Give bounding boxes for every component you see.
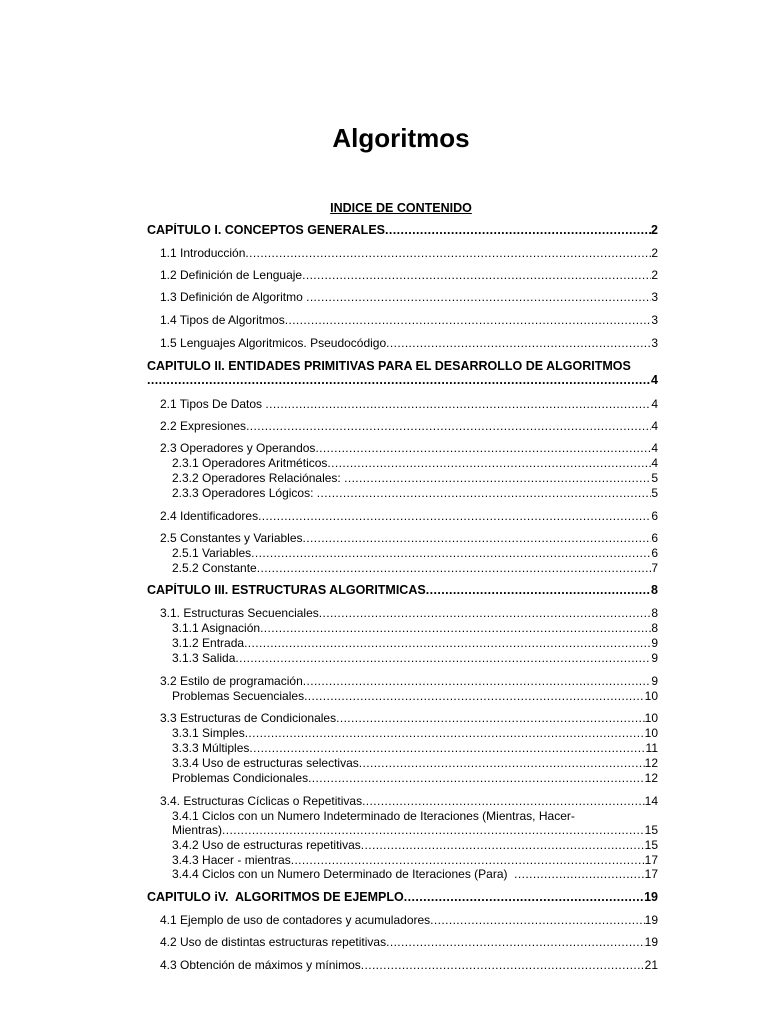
toc-entry-page: 7 (651, 561, 658, 575)
toc-entry-page: 19 (644, 913, 658, 927)
toc-leader (385, 223, 651, 238)
toc-entry-3-4-3[interactable] (172, 853, 658, 868)
toc-entry-2-5[interactable] (160, 531, 658, 546)
toc-entry-page: 3 (651, 336, 658, 350)
toc-entry-text: 4.2 Uso de distintas estructuras repetitivas (160, 935, 387, 949)
toc-entry-page: 17 (644, 867, 658, 881)
toc-entry-text: Problemas Secuenciales (172, 689, 305, 703)
toc-entry-text: 4.1 Ejemplo de uso de contadores y acumuladores (160, 913, 431, 927)
toc-leader (386, 935, 645, 950)
toc-entry-1-4[interactable] (160, 313, 658, 328)
toc-leader (245, 726, 645, 741)
toc-entry-3-1-1[interactable] (172, 621, 658, 636)
toc-entry-3-1-2[interactable] (172, 636, 658, 651)
toc-entry-text: 3.4. Estructuras Cíclicas o Repetitivas (160, 794, 363, 808)
toc-leader (327, 456, 651, 471)
toc-entry-page: 21 (644, 958, 658, 972)
toc-entry-text: 3.1.3 Salida (172, 651, 236, 665)
toc-entry-text: Problemas Condicionales (172, 771, 309, 785)
toc-entry-text: 2.3.3 Operadores Lógicos: (172, 486, 317, 500)
toc-leader (285, 313, 652, 328)
toc-leader (222, 823, 645, 838)
toc-entry-page: 4 (651, 456, 658, 470)
toc-leader (359, 756, 645, 771)
toc-leader (306, 290, 651, 305)
toc-leader (344, 471, 651, 486)
toc-entry-page: 3 (651, 290, 658, 304)
toc-entry-page: 4 (651, 373, 658, 387)
toc-leader (514, 867, 644, 882)
toc-entry-text: 3.4.3 Hacer - mientras (172, 853, 291, 867)
toc-entry-2-3-3[interactable] (172, 486, 658, 501)
toc-leader (246, 419, 651, 434)
toc-entry-page: 4 (651, 397, 658, 411)
toc-entry-text: 3.4.4 Ciclos con un Numero Determinado de Iteraciones (Para) (172, 867, 515, 881)
document-title: Algoritmos (332, 123, 470, 153)
toc-entry-page: 10 (644, 711, 658, 725)
toc-leader (235, 651, 651, 666)
toc-entry-2-5-2[interactable] (172, 561, 658, 576)
toc-entry-text: 3.1.1 Asignación (172, 621, 261, 635)
toc-chapter-2-title[interactable]: CAPITULO II. ENTIDADES PRIMITIVAS PARA EL DESARROLLO DE ALGORITMOS (147, 359, 631, 373)
toc-leader (404, 890, 644, 905)
toc-leader (362, 794, 645, 809)
toc-entry-3-3-3[interactable] (172, 741, 658, 756)
toc-entry-3-4-1-line1[interactable]: 3.4.1 Ciclos con un Numero Indeterminado de Iteraciones (Mientras, Hacer- (172, 809, 575, 823)
toc-entry-text: 3.2 Estilo de programación (160, 674, 303, 688)
toc-leader (317, 486, 652, 501)
toc-entry-4-2[interactable] (160, 935, 658, 950)
toc-entry-text: Mientras) (172, 823, 223, 837)
toc-entry-text: CAPÍTULO III. ESTRUCTURAS ALGORITMICAS (147, 583, 426, 597)
toc-leader (249, 741, 645, 756)
toc-entry-text: 3.3.1 Simples (172, 726, 245, 740)
toc-entry-page: 2 (651, 268, 658, 282)
toc-entry-page: 5 (651, 486, 658, 500)
toc-chapter-2-leader-line[interactable] (147, 373, 658, 388)
toc-entry-text: 3.3.4 Uso de estructuras selectivas (172, 756, 359, 770)
toc-entry-text: 2.5.2 Constante (172, 561, 257, 575)
toc-entry-page: 2 (651, 246, 658, 260)
toc-entry-text: 2.3.1 Operadores Aritméticos (172, 456, 328, 470)
toc-entry-text: 1.1 Introducción (160, 246, 246, 260)
toc-entry-3-3[interactable] (160, 711, 658, 726)
toc-entry-page: 8 (651, 606, 658, 620)
toc-heading: INDICE DE CONTENIDO (330, 201, 472, 215)
toc-entry-text: 2.2 Expresiones (160, 419, 247, 433)
toc-entry-3-3-1[interactable] (172, 726, 658, 741)
toc-entry-text: 2.1 Tipos De Datos (160, 397, 266, 411)
toc-entry-3-1[interactable] (160, 606, 658, 621)
toc-entry-2-3-2[interactable] (172, 471, 658, 486)
toc-leader (260, 621, 651, 636)
toc-entry-3-3-4[interactable] (172, 756, 658, 771)
toc-leader (291, 853, 645, 868)
toc-entry-text: CAPITULO iV. ALGORITMOS DE EJEMPLO (147, 890, 404, 904)
toc-entry-3-2[interactable] (160, 674, 658, 689)
toc-entry-text: 1.5 Lenguajes Algoritmicos. Pseudocódigo (160, 336, 387, 350)
toc-entry-3-1-3[interactable] (172, 651, 658, 666)
toc-leader (361, 838, 645, 853)
toc-entry-page: 19 (644, 890, 658, 904)
toc-leader (257, 561, 652, 576)
toc-entry-text: 1.2 Definición de Lenguaje (160, 268, 303, 282)
toc-entry-page: 9 (651, 651, 658, 665)
toc-entry-2-3[interactable] (160, 441, 658, 456)
toc-entry-page: 6 (651, 546, 658, 560)
toc-entry-text: 3.4.2 Uso de estructuras repetitivas (172, 838, 361, 852)
toc-leader (430, 913, 644, 928)
toc-entry-3-4[interactable] (160, 794, 658, 809)
toc-entry-text: CAPÍTULO I. CONCEPTOS GENERALES (147, 223, 385, 237)
toc-entry-text: 1.4 Tipos de Algoritmos (160, 313, 285, 327)
toc-leader (308, 771, 645, 786)
toc-entry-text: 3.3.3 Múltiples (172, 741, 250, 755)
toc-entry-4-1[interactable] (160, 913, 658, 928)
toc-entry-text: 2.3 Operadores y Operandos (160, 441, 316, 455)
toc-leader (245, 246, 651, 261)
toc-entry-3-4-1-line2[interactable] (172, 823, 658, 838)
toc-entry-text: 2.4 Identificadores (160, 509, 259, 523)
toc-entry-page: 12 (644, 756, 658, 770)
toc-leader (258, 509, 651, 524)
toc-entry-page: 11 (645, 741, 658, 755)
toc-entry-page: 19 (644, 935, 658, 949)
toc-leader (426, 583, 651, 598)
toc-entry-page: 10 (644, 689, 658, 703)
toc-leader (304, 689, 645, 704)
toc-entry-1-3[interactable] (160, 290, 658, 305)
toc-entry-text: 3.1.2 Entrada (172, 636, 245, 650)
toc-chapter-4[interactable] (147, 890, 658, 905)
toc-entry-text: 2.3.2 Operadores Relaciónales: (172, 471, 345, 485)
toc-leader (303, 674, 652, 689)
toc-leader (147, 373, 651, 388)
toc-entry-1-1[interactable] (160, 246, 658, 261)
toc-entry-text: 4.3 Obtención de máximos y mínimos (160, 958, 361, 972)
toc-leader (315, 441, 651, 456)
toc-leader (302, 268, 651, 283)
toc-entry-page: 14 (644, 794, 658, 808)
toc-entry-page: 4 (651, 441, 658, 455)
toc-entry-4-3[interactable] (160, 958, 658, 973)
toc-entry-2-4[interactable] (160, 509, 658, 524)
toc-entry-2-1[interactable] (160, 397, 658, 412)
toc-entry-page: 6 (651, 531, 658, 545)
toc-leader (251, 546, 651, 561)
toc-entry-1-5[interactable] (160, 336, 658, 351)
toc-chapter-3[interactable] (147, 583, 658, 598)
toc-leader (265, 397, 651, 412)
toc-leader (336, 711, 645, 726)
toc-entry-page: 8 (651, 621, 658, 635)
toc-entry-1-2[interactable] (160, 268, 658, 283)
toc-chapter-1[interactable] (147, 223, 658, 238)
toc-entry-page: 12 (644, 771, 658, 785)
toc-entry-3-4-4[interactable] (172, 867, 658, 882)
toc-entry-page: 2 (651, 223, 658, 237)
toc-entry-page: 15 (644, 838, 658, 852)
toc-leader (303, 531, 652, 546)
toc-entry-text: 3.3 Estructuras de Condicionales (160, 711, 337, 725)
toc-entry-text: 1.3 Definición de Algoritmo (160, 290, 307, 304)
toc-entry-page: 10 (644, 726, 658, 740)
toc-leader (319, 606, 652, 621)
toc-entry-3-3-problemas[interactable] (172, 771, 658, 786)
toc-entry-text: 2.5 Constantes y Variables (160, 531, 303, 545)
toc-leader (361, 958, 645, 973)
toc-entry-2-3-1[interactable] (172, 456, 658, 471)
toc-entry-2-2[interactable] (160, 419, 658, 434)
toc-entry-page: 6 (651, 509, 658, 523)
toc-entry-3-2-problemas[interactable] (172, 689, 658, 704)
toc-entry-page: 15 (644, 823, 658, 837)
toc-entry-page: 9 (651, 636, 658, 650)
toc-entry-text: 3.1. Estructuras Secuenciales (160, 606, 319, 620)
toc-entry-page: 8 (651, 583, 658, 597)
toc-entry-page: 9 (651, 674, 658, 688)
toc-entry-page: 4 (651, 419, 658, 433)
toc-leader (386, 336, 651, 351)
toc-entry-3-4-2[interactable] (172, 838, 658, 853)
toc-leader (244, 636, 651, 651)
toc-entry-page: 5 (651, 471, 658, 485)
toc-entry-text: 2.5.1 Variables (172, 546, 252, 560)
toc-entry-2-5-1[interactable] (172, 546, 658, 561)
toc-entry-page: 3 (651, 313, 658, 327)
toc-entry-page: 17 (644, 853, 658, 867)
